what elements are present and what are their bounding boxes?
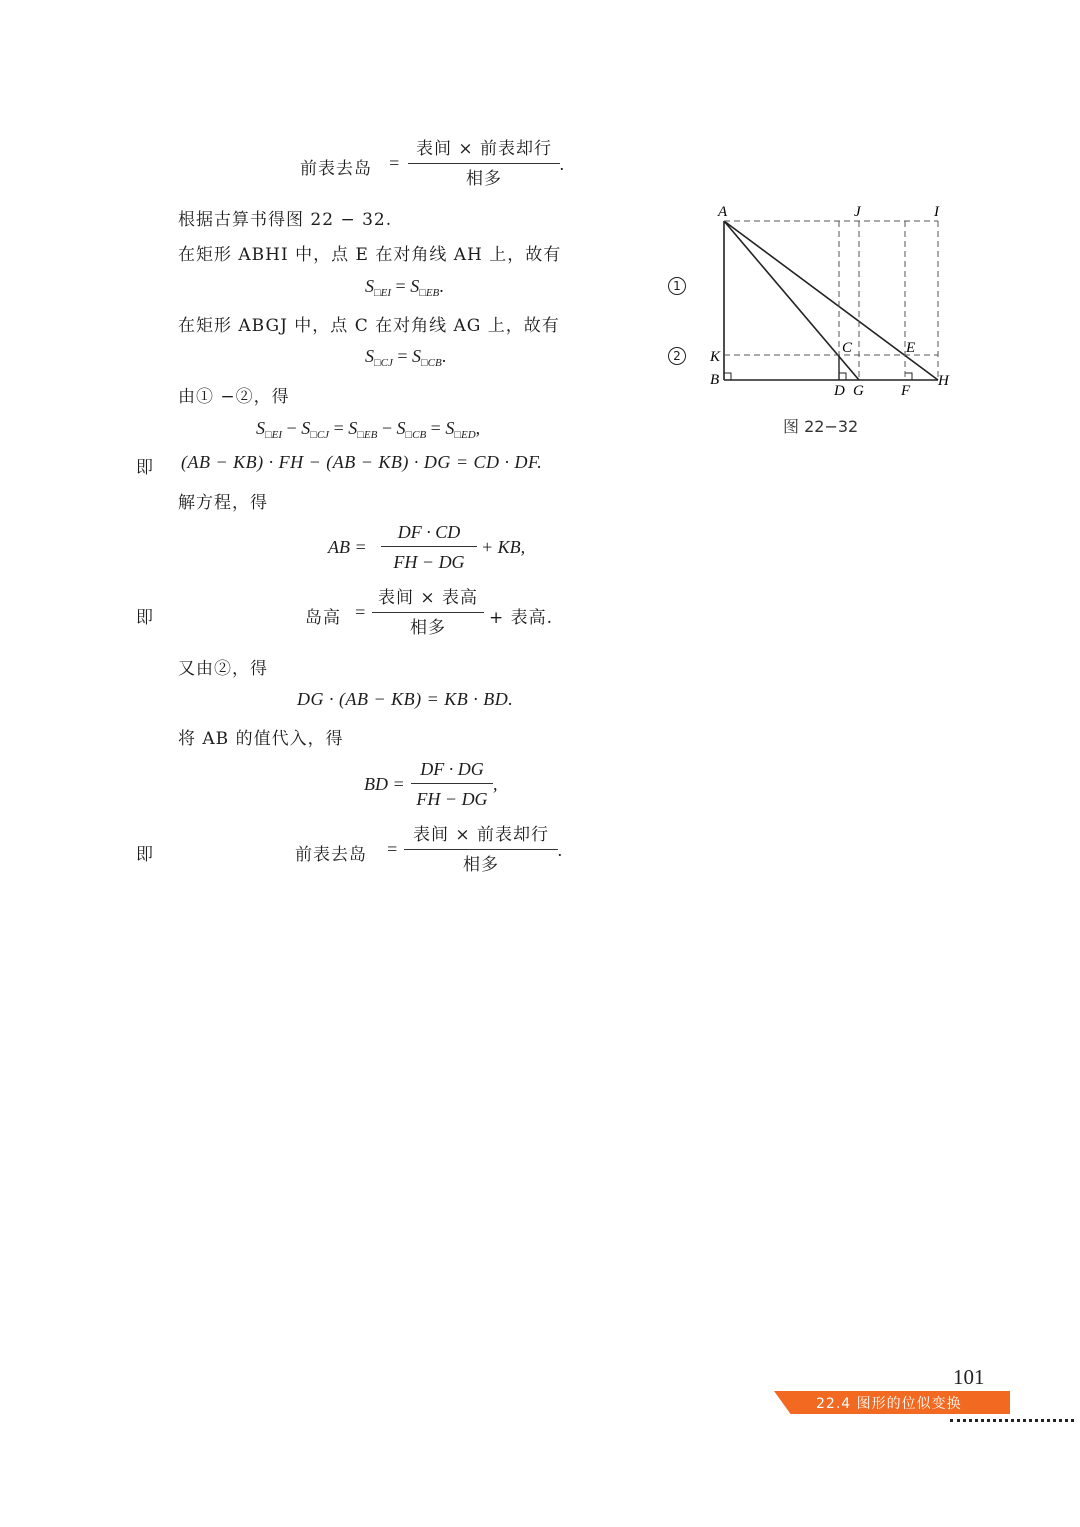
geometry-figure (700, 195, 970, 405)
label-k: K (710, 349, 721, 365)
label-c: C (842, 340, 853, 356)
paragraph-reference: 根据古算书得图 22 − 32. (178, 210, 393, 230)
math-operator: = (329, 418, 349, 438)
area-subscript: □EB (357, 429, 378, 441)
math-operator: − (377, 418, 397, 438)
area-symbol: S (256, 418, 265, 438)
area-subscript: □EI (265, 429, 283, 441)
equation-1 (365, 276, 444, 299)
area-symbol: S (410, 276, 420, 296)
fraction-bar (372, 612, 484, 613)
area-symbol: S (412, 346, 422, 366)
circled-number: 2 (668, 347, 686, 365)
area-subscript: □EB (419, 287, 440, 299)
fraction-numerator: DF · DG (420, 759, 484, 779)
area-symbol: S (445, 418, 455, 438)
bd-lhs: BD = (364, 774, 405, 794)
label-b: B (710, 372, 720, 388)
equation-dg: DG · (AB − KB) = KB · BD. (297, 689, 514, 709)
label-g: G (853, 383, 864, 399)
area-symbol: S (365, 346, 374, 366)
ab-fraction (381, 521, 477, 573)
label-f: F (901, 383, 911, 399)
formula-lhs-text: 前表去岛 (300, 159, 372, 179)
fraction-bar (381, 546, 477, 547)
fraction-bar (404, 849, 558, 850)
bd-fraction (411, 758, 493, 810)
fraction-denominator: 相多 (466, 169, 502, 189)
right-angle-f (905, 373, 912, 380)
right-angle-d (839, 373, 846, 380)
period: . (441, 346, 447, 366)
label-i: I (934, 204, 939, 220)
equation-2 (365, 346, 446, 369)
fraction-denominator: FH − DG (416, 789, 488, 809)
island-fraction (372, 587, 484, 639)
paragraph-substitute: 将 AB 的值代入，得 (178, 729, 344, 749)
section-title: 22.4 图形的位似变换 (816, 1396, 962, 1412)
equation-4: (AB − KB) · FH − (AB − KB) · DG = CD · DF. (181, 452, 543, 472)
label-ji: 即 (136, 845, 154, 865)
period: . (439, 276, 444, 296)
fraction-denominator: FH − DG (393, 552, 465, 572)
fraction-bar (411, 783, 493, 784)
fraction-numerator: DF · CD (397, 522, 461, 542)
label-ji: 即 (136, 458, 154, 478)
figure-caption: 图 22−32 (783, 417, 859, 436)
area-subscript: □EI (374, 287, 392, 299)
label-h: H (938, 373, 949, 389)
island-tail: + 表高. (489, 608, 554, 628)
formula-period: . (560, 154, 565, 174)
math-operator: , (475, 418, 481, 438)
segment-ah (724, 221, 938, 380)
formula-equals: = (354, 602, 367, 622)
ab-lhs: AB = (328, 537, 367, 557)
label-a: A (718, 204, 728, 220)
label-d: D (834, 383, 845, 399)
area-symbol: S (301, 418, 311, 438)
bd-tail: , (493, 774, 498, 794)
paragraph-from-2: 又由②，得 (178, 659, 268, 679)
paragraph-rect-abgj: 在矩形 ABGJ 中，点 C 在对角线 AG 上，故有 (178, 316, 560, 336)
fraction-denominator: 相多 (463, 855, 499, 875)
equals-sign: = (395, 276, 406, 296)
math-operator: − (282, 418, 302, 438)
fraction-numerator: 表间 × 前表却行 (412, 825, 550, 845)
paragraph-subtract: 由① −②，得 (178, 387, 290, 407)
formula-fraction (408, 138, 560, 190)
area-subscript: □CJ (310, 429, 330, 441)
fraction-bar (408, 163, 560, 164)
fraction-denominator: 相多 (410, 618, 446, 638)
right-angle-b (724, 373, 731, 380)
equation-marker-1 (668, 276, 686, 295)
formula-fraction (404, 824, 558, 876)
formula-lhs-text: 前表去岛 (295, 845, 367, 865)
paragraph-rect-abhi: 在矩形 ABHI 中，点 E 在对角线 AH 上，故有 (178, 245, 562, 265)
formula-equals: = (386, 839, 399, 859)
math-operator: = (426, 418, 446, 438)
label-e: E (906, 340, 916, 356)
equation-marker-2 (668, 346, 686, 365)
area-symbol: S (348, 418, 358, 438)
area-subscript: □CJ (374, 357, 393, 369)
circled-number: 1 (668, 277, 686, 295)
footer-dotted-rule (950, 1419, 1074, 1422)
fraction-numerator: 表间 × 表高 (377, 588, 479, 608)
equation-3 (256, 418, 480, 441)
area-symbol: S (396, 418, 406, 438)
area-subscript: □CB (421, 357, 442, 369)
ab-tail: + KB, (481, 537, 526, 557)
page-number: 101 (953, 1365, 985, 1389)
area-subscript: □ED (454, 429, 476, 441)
label-ji: 即 (136, 608, 154, 628)
area-symbol: S (365, 276, 374, 296)
label-j: J (854, 204, 861, 220)
formula-equals: = (388, 153, 401, 173)
equals-sign: = (397, 346, 408, 366)
paragraph-solve: 解方程，得 (178, 493, 268, 513)
formula-period: . (558, 840, 563, 860)
fraction-numerator: 表间 × 前表却行 (415, 139, 553, 159)
area-subscript: □CB (405, 429, 427, 441)
island-height-text: 岛高 (305, 608, 341, 628)
